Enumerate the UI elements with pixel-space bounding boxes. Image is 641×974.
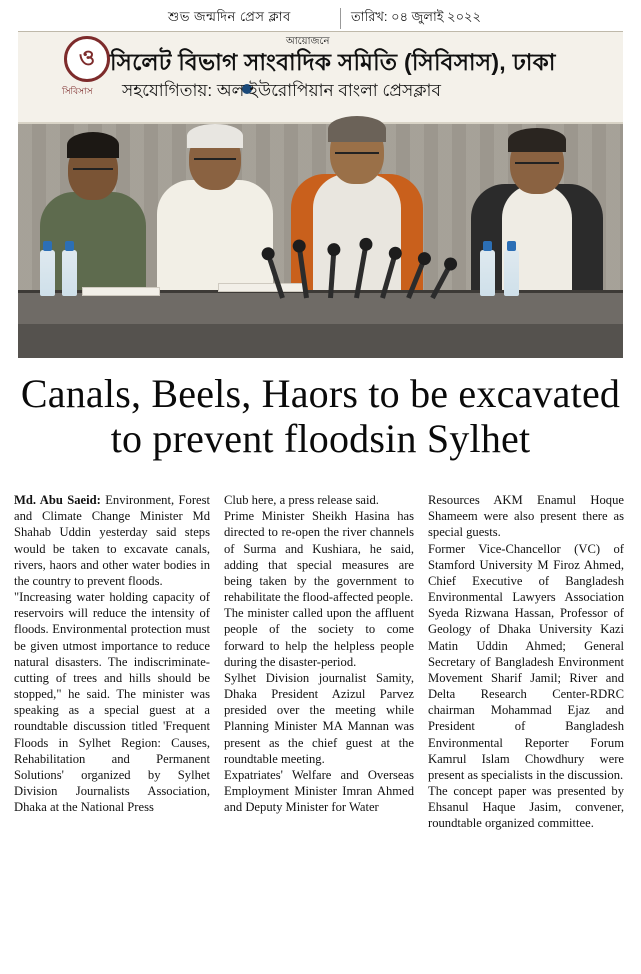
banner-organizer-label: আয়োজনে (286, 36, 330, 47)
article-paragraph: Resources AKM Enamul Hoque Shameem were also present there as special guests. (428, 493, 624, 540)
article-paragraph: "Increasing water holding capacity of reservoirs will reduce the intensity of floods. Environmental protection must be given utmost importance to reduce natural disasters. The indiscriminate-cutting of trees and hills should be stopped," he said. The minister was speaking as a special guest at a roundtable discussion titled 'Frequent Floods in Sylhet Region: Causes, Rehabilitation and Permanent Solutions' organized by Sylhet Division Journalists Association, Dhaka at the National Press (14, 590, 210, 815)
panelist-2 (156, 100, 274, 300)
banner-title: সিলেট বিভাগ সাংবাদিক সমিতি (সিবিসাস), ঢাকা (110, 49, 556, 75)
article-photo (18, 6, 623, 358)
water-bottle (504, 250, 519, 296)
article-paragraph: Sylhet Division journalist Samity, Dhaka President Azizul Parvez presided over the meeting while Planning Minister MA Mannan was present as the chief guest at the roundtable meeting. (224, 670, 414, 766)
article-paragraph: Former Vice-Chancellor (VC) of Stamford University M Firoz Ahmed, Chief Executive of Bangladesh Environmental Lawyers Association Syeda Rizwana Hassan, Professor of Geology of Dhaka University Kazi Matin Uddin Ahmed; General Secretary of Bangladesh Environment Movement Sharif Jamil; River and Delta Research Center-RDRC chairman Mohammad Ejaz and President of Bangladesh Environmental Reporter Forum Kamrul Islam Chowdhury were present as specialists in the discussion. (428, 541, 624, 782)
logo-caption: সিবিসাস (62, 86, 93, 96)
headline-line-2: to prevent floodsin Sylhet (110, 415, 531, 461)
article-paragraph: Expatriates' Welfare and Overseas Employment Minister Imran Ahmed and Deputy Minister for Water (224, 767, 414, 815)
panelist-3-minister (290, 88, 424, 300)
banner-top-strip (18, 6, 623, 32)
table-front-panel (18, 324, 623, 358)
documents-on-table (82, 287, 160, 296)
banner-date-text: তারিখ: ০৪ জুলাই ২০২২ (340, 8, 481, 29)
article-column-2 (224, 492, 414, 970)
documents-on-table (218, 283, 304, 292)
article-column-1 (14, 492, 210, 970)
article-paragraph: Club here, a press release said. (224, 493, 379, 507)
article-body (14, 492, 627, 970)
water-bottle (40, 250, 55, 296)
headline-line-1: Canals, Beels, Haors to be excavated (20, 371, 621, 416)
article-column-3 (428, 492, 624, 970)
byline: Md. Abu Saeid: (14, 493, 101, 507)
article-paragraph: Prime Minister Sheikh Hasina has directed to re-open the river channels of Surma and Kushiara, he said, adding that special measures are being taken by the government to rehabilitate the flood-affected people. (224, 509, 414, 605)
article-paragraph (14, 492, 210, 589)
banner-top-left-text: শুভ জন্মদিন প্রেস ক্লাব (168, 9, 291, 24)
article-paragraph-text: Environment, Forest and Climate Change Minister Md Shahab Uddin yesterday said steps would be taken to excavate canals, rivers, haors and other water bodies in the country to prevent floods. (14, 493, 210, 588)
conference-table (18, 290, 623, 358)
water-bottle (62, 250, 77, 296)
article-paragraph: The minister called upon the affluent people of the society to come forward to help the helpless people during the disaster-period. (224, 606, 414, 669)
cbsas-logo-icon (64, 36, 110, 82)
headline (13, 372, 628, 462)
banner-subtitle: সহযোগিতায়: অল ইউরোপিয়ান বাংলা প্রেসক্লাব (122, 81, 441, 100)
water-bottle (480, 250, 495, 296)
article-paragraph: The concept paper was presented by Ehsanul Haque Jasim, convener, roundtable organized committee. (428, 784, 624, 831)
logo-glyph: ও (78, 44, 96, 70)
